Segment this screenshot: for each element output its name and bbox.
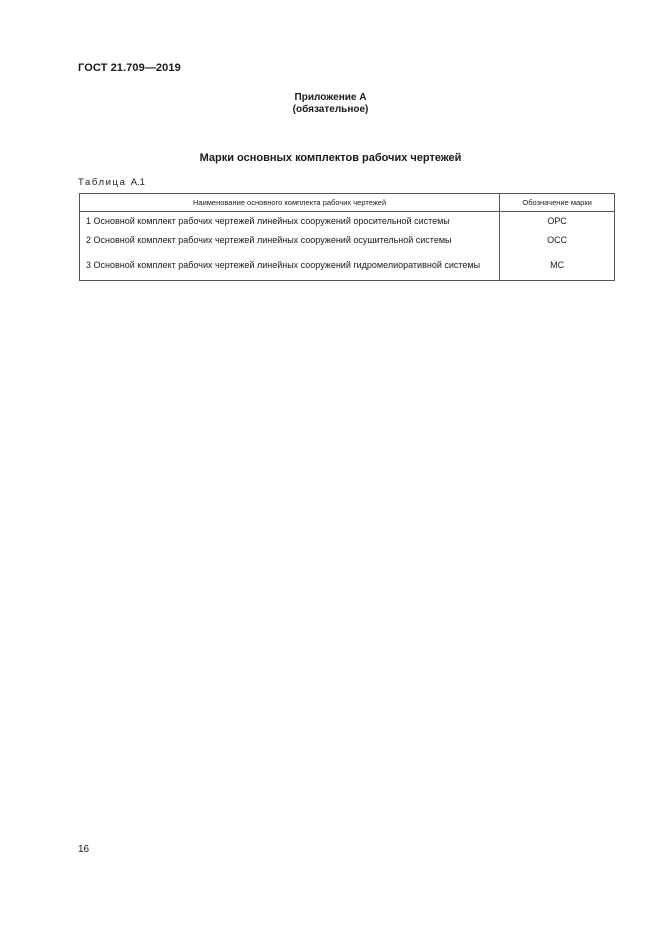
appendix-heading [0,92,661,116]
row-3-mark: МС [500,250,615,281]
table-header-row [80,194,615,212]
appendix-title: Приложение А [294,92,367,103]
page-number: 16 [78,844,90,855]
row-3-name: 3 Основной комплект рабочих чертежей линейных сооружений гидромелиоративной системы [80,250,500,281]
document-code: ГОСТ 21.709—2019 [78,62,181,74]
marks-table [79,193,615,281]
row-2-name: 2 Основной комплект рабочих чертежей линейных сооружений осушительной системы [80,231,500,250]
table-caption-word: Таблица [78,177,127,188]
table-row [80,231,615,250]
row-1-name: 1 Основной комплект рабочих чертежей линейных сооружений оросительной системы [80,212,500,231]
appendix-status: (обязательное) [292,104,369,115]
table-caption [78,177,145,188]
table-row [80,212,615,231]
row-1-mark: ОРС [500,212,615,231]
table-row [80,250,615,281]
row-2-mark: ОСС [500,231,615,250]
column-header-name: Наименование основного комплекта рабочих чертежей [80,194,500,212]
table-caption-number: А.1 [130,177,145,188]
section-title: Марки основных комплектов рабочих чертежей [199,152,462,164]
column-header-mark: Обозначение марки [500,194,615,212]
